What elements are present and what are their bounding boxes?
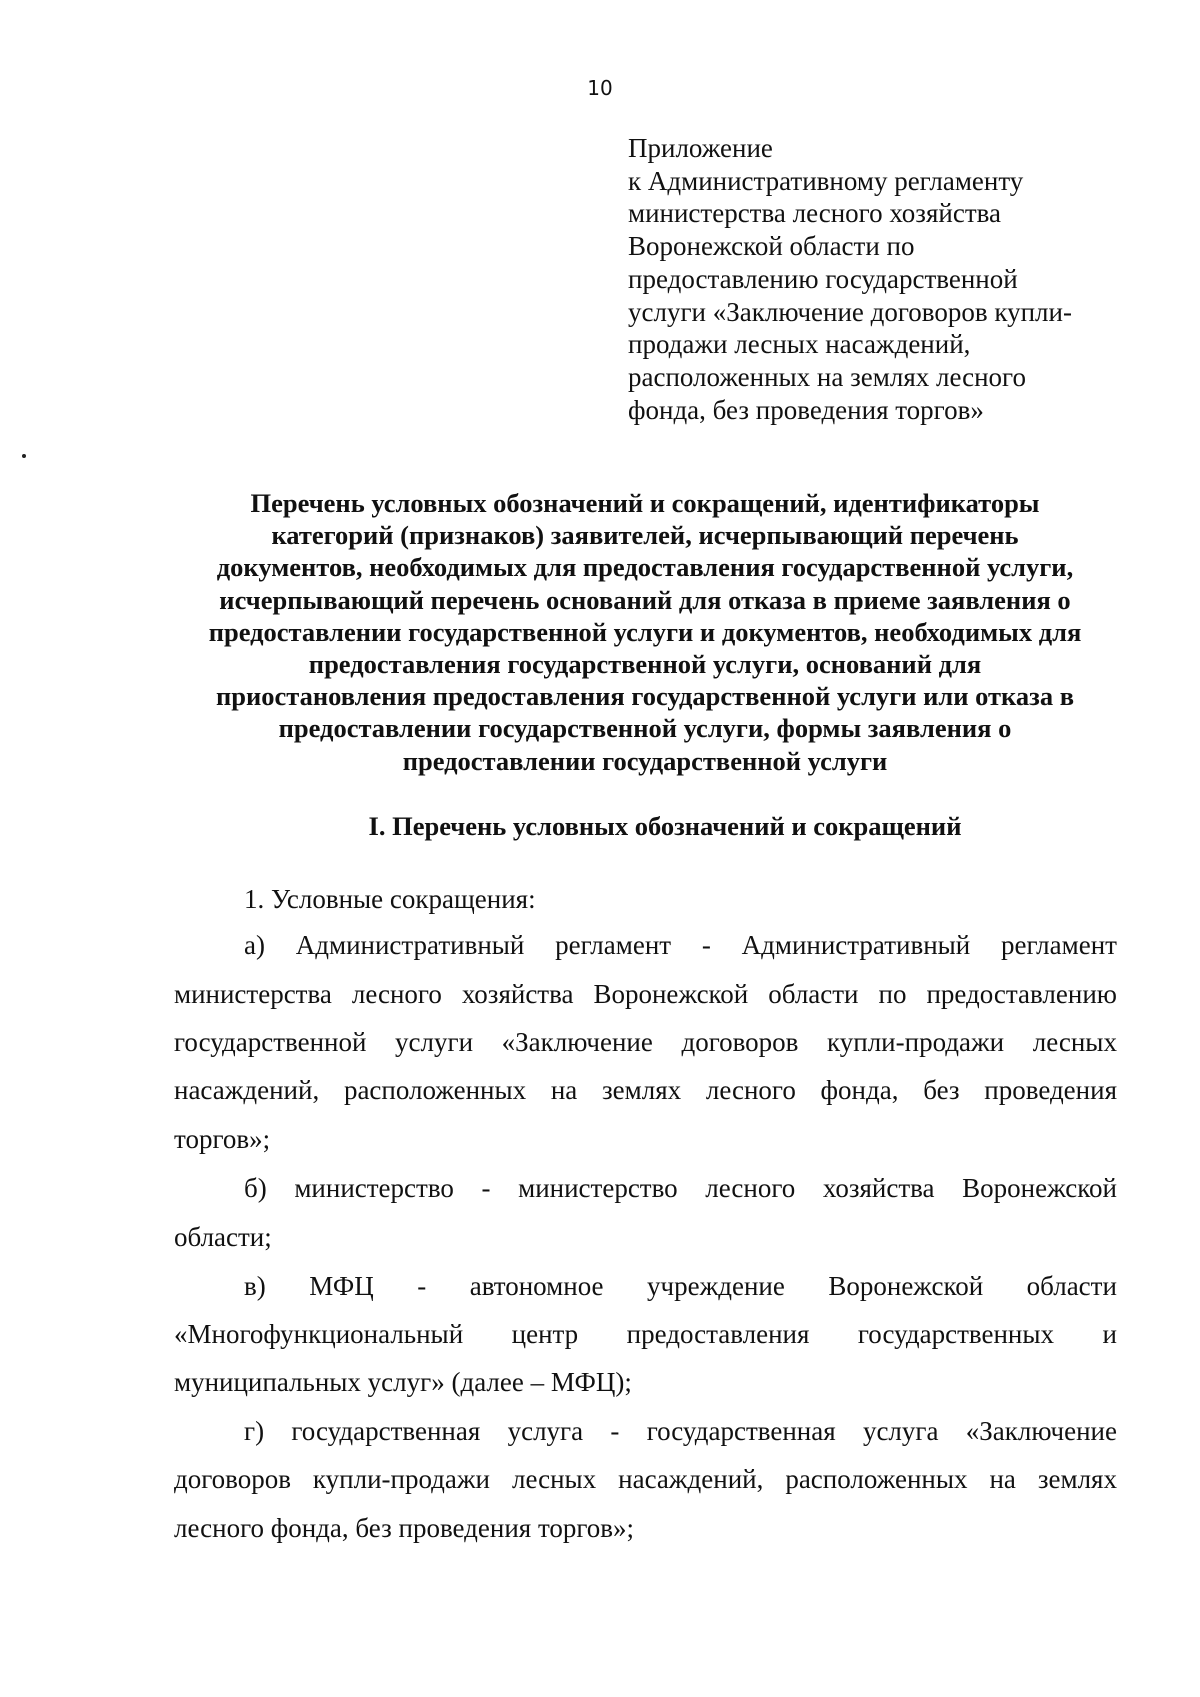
word: на [550,1075,578,1105]
title-line: предоставления государственной услуги, оснований для [308,649,982,680]
word: Воронежской [962,1173,1117,1203]
item-a-line-2 [174,978,1117,1010]
justified-line [174,1172,1117,1204]
word: хозяйства [822,1173,935,1203]
item-d-line-3 [174,1512,1117,1544]
title-line: документов, необходимых для предоставления государственной услуги, [216,552,1074,583]
word: расположенных [343,1075,527,1105]
justified-line [174,1074,1117,1106]
word: Воронежской [828,1271,984,1301]
word: - [481,1173,491,1203]
word: государственных [857,1319,1055,1349]
word: автономное [469,1271,604,1301]
title-line: исчерпывающий перечень оснований для отказа в приеме заявления о [219,584,1071,615]
item-a-line-5 [174,1123,1117,1155]
item-d-line-2 [174,1463,1117,1495]
item-b-line-1 [174,1172,1117,1204]
intro-line: 1. Условные сокращения: [244,884,536,914]
intro-paragraph [174,883,1117,915]
title-line: категорий (признаков) заявителей, исчерпывающий перечень [271,520,1019,551]
word: - [701,930,711,960]
paragraph-last-line: лесного фонда, без проведения торгов»; [174,1513,635,1543]
word: г) [244,1416,265,1446]
word: в) [244,1271,266,1301]
justified-line [174,1026,1117,1058]
item-c-line-1 [174,1270,1117,1302]
word: МФЦ [309,1271,374,1301]
item-c-line-3 [174,1366,1117,1398]
word: «Заключение [501,1027,653,1057]
document-title [150,487,1140,777]
scan-speck [22,454,26,458]
word: государственной [174,1027,367,1057]
word: землях [1037,1464,1117,1494]
title-line: предоставлении государственной услуги, формы заявления о [278,713,1012,744]
justified-line [174,1318,1117,1350]
word: услуга [862,1416,939,1446]
appendix-line: фонда, без проведения торгов» [628,394,984,425]
word: лесных [1032,1027,1117,1057]
word: Административный [295,930,525,960]
word: лесного [705,1173,796,1203]
word: расположенных [785,1464,968,1494]
word: предоставлению [926,979,1117,1009]
item-a-line-1 [174,929,1117,961]
appendix-line: расположенных на землях лесного [628,361,1026,392]
word: министерство [294,1173,454,1203]
word: по [878,979,907,1009]
word: а) [244,930,265,960]
justified-line [174,1415,1117,1447]
word: Воронежской [593,979,749,1009]
word: купли-продажи [827,1027,1005,1057]
word: лесных [511,1464,597,1494]
word: лесного [351,979,442,1009]
word: - [610,1416,620,1446]
title-line: Перечень условных обозначений и сокращений, идентификаторы [250,488,1040,518]
word: области [1026,1271,1117,1301]
title-line: предоставлении государственной услуги и документов, необходимых для [208,616,1082,647]
item-a-line-3 [174,1026,1117,1058]
word: министерства [174,979,332,1009]
appendix-line: Воронежской области по [628,231,915,262]
appendix-note [628,132,1128,426]
word: услуга [507,1416,584,1446]
word: насаждений, [174,1075,320,1105]
item-c-line-2 [174,1318,1117,1350]
paragraph-last-line: муниципальных услуг» (далее – МФЦ); [174,1367,632,1397]
word: без [923,1075,960,1105]
justified-line [174,1270,1117,1302]
word: фонда, [820,1075,899,1105]
word: министерство [518,1173,678,1203]
item-b-line-2 [174,1221,1117,1253]
word: Административный [741,930,971,960]
word: землях [602,1075,682,1105]
appendix-line: к Административному регламенту [628,165,1024,196]
justified-line [174,978,1117,1010]
word: договоров [174,1464,291,1494]
word: регламент [1001,930,1117,960]
word: регламент [555,930,672,960]
word: на [989,1464,1016,1494]
word: лесного [705,1075,796,1105]
word: хозяйства [461,979,574,1009]
appendix-line: Приложение [628,133,773,163]
word: государственная [291,1416,481,1446]
word: - [417,1271,427,1301]
title-line: приостановления предоставления государственной услуги или отказа в [215,681,1075,712]
word: учреждение [647,1271,785,1301]
word: государственная [646,1416,836,1446]
title-line: предоставлении государственной услуги [402,745,888,776]
word: б) [244,1173,267,1203]
word: «Заключение [965,1416,1117,1446]
appendix-line: услуги «Заключение договоров купли- [628,296,1072,327]
justified-line [174,1463,1117,1495]
word: насаждений, [618,1464,764,1494]
item-d-line-1 [174,1415,1117,1447]
paragraph-last-line: области; [174,1222,272,1252]
word: проведения [984,1075,1117,1105]
word: договоров [681,1027,799,1057]
word: услуги [395,1027,474,1057]
appendix-line: министерства лесного хозяйства [628,198,1001,229]
word: предоставления [626,1319,810,1349]
word: центр [511,1319,579,1349]
appendix-line: продажи лесных насаждений, [628,329,971,360]
paragraph-last-line: торгов»; [174,1124,271,1154]
justified-line [174,929,1117,961]
section-heading: I. Перечень условных обозначений и сокращений [368,811,962,841]
word: и [1102,1319,1117,1349]
item-a-line-4 [174,1074,1117,1106]
word: области [768,979,859,1009]
page-number: 10 [587,76,613,100]
appendix-line: предоставлению государственной [628,263,1018,294]
word: купли-продажи [312,1464,491,1494]
word: «Многофункциональный [174,1319,464,1349]
